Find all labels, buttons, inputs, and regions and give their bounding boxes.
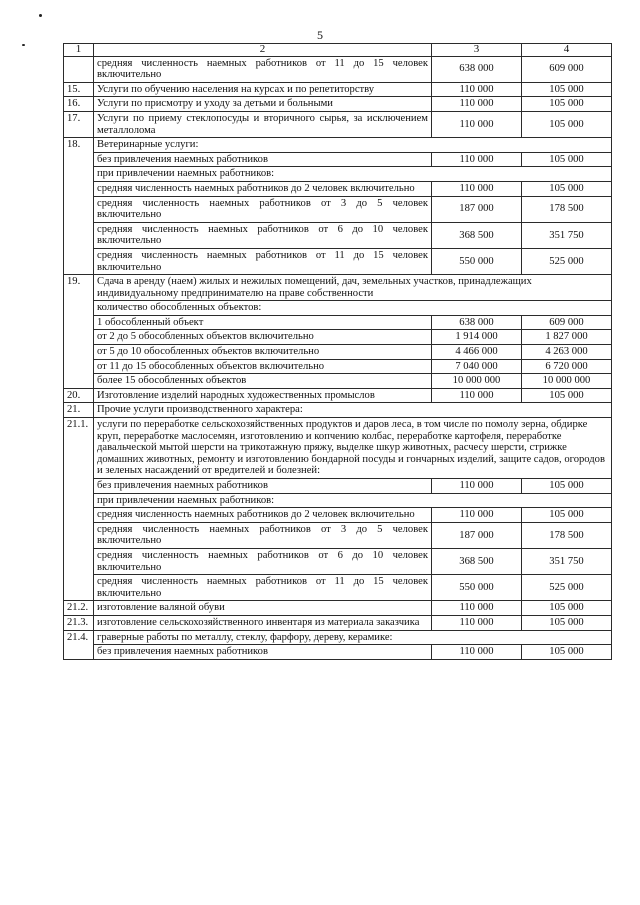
row-number [64, 56, 94, 82]
table-row [64, 181, 612, 196]
page-number: 5 [317, 28, 323, 42]
value-col4: 178 500 [522, 196, 612, 222]
value-col4: 351 750 [522, 222, 612, 248]
table-row [64, 248, 612, 274]
value-col4: 4 263 000 [522, 345, 612, 360]
value-col4: 178 500 [522, 522, 612, 548]
value-col3: 110 000 [432, 388, 522, 403]
value-col4: 525 000 [522, 575, 612, 601]
value-col3: 110 000 [432, 97, 522, 112]
row-description: изготовление валяной обуви [94, 601, 432, 616]
row-description: от 5 до 10 обособленных объектов включительно [94, 345, 432, 360]
value-col3: 7 040 000 [432, 359, 522, 374]
value-col4: 105 000 [522, 508, 612, 523]
row-description: от 2 до 5 обособленных объектов включительно [94, 330, 432, 345]
value-col3: 368 500 [432, 222, 522, 248]
value-col4: 105 000 [522, 82, 612, 97]
table-row [64, 493, 612, 508]
column-header: 3 [432, 44, 522, 57]
tariff-table [63, 43, 612, 660]
row-number: 19. [64, 275, 94, 389]
table-row [64, 222, 612, 248]
table-row [64, 418, 612, 479]
section-heading: при привлечении наемных работников: [94, 493, 612, 508]
table-row [64, 548, 612, 574]
row-number: 20. [64, 388, 94, 403]
value-col3: 110 000 [432, 479, 522, 494]
value-col3: 110 000 [432, 82, 522, 97]
row-description: более 15 обособленных объектов [94, 374, 432, 389]
table-row [64, 82, 612, 97]
row-description: средняя численность наемных работников от 11 до 15 человек включительно [94, 56, 432, 82]
section-heading: Ветеринарные услуги: [94, 138, 612, 153]
scan-speck [22, 44, 25, 46]
section-heading: при привлечении наемных работников: [94, 167, 612, 182]
row-description: изготовление сельскохозяйственного инвентаря из материала заказчика [94, 615, 432, 630]
value-col3: 1 914 000 [432, 330, 522, 345]
row-description: 1 обособленный объект [94, 315, 432, 330]
value-col4: 105 000 [522, 111, 612, 137]
column-header: 4 [522, 44, 612, 57]
value-col4: 351 750 [522, 548, 612, 574]
table-row [64, 403, 612, 418]
value-col4: 10 000 000 [522, 374, 612, 389]
header-row [64, 44, 612, 57]
table-row [64, 167, 612, 182]
value-col4: 105 000 [522, 479, 612, 494]
row-description: Услуги по приему стеклопосуды и вторичного сырья, за исключением металлолома [94, 111, 432, 137]
value-col3: 4 466 000 [432, 345, 522, 360]
table-row [64, 645, 612, 660]
value-col3: 187 000 [432, 522, 522, 548]
table-row [64, 508, 612, 523]
column-header: 1 [64, 44, 94, 57]
value-col3: 10 000 000 [432, 374, 522, 389]
table-row [64, 359, 612, 374]
row-number: 21.3. [64, 615, 94, 630]
value-col3: 550 000 [432, 575, 522, 601]
value-col4: 609 000 [522, 315, 612, 330]
value-col4: 105 000 [522, 601, 612, 616]
table-row [64, 196, 612, 222]
table-row [64, 345, 612, 360]
table-row [64, 56, 612, 82]
row-description: средняя численность наемных работников от 11 до 15 человек включительно [94, 248, 432, 274]
value-col4: 1 827 000 [522, 330, 612, 345]
value-col3: 368 500 [432, 548, 522, 574]
section-heading: услуги по переработке сельскохозяйственных продуктов и даров леса, в том числе по помолу зерна, обдирке круп, переработке маслосемян, изготовлению и копчению колбас, переработке картофеля, переработке давальческой мытой шерсти на трикотажную пряжу, выделке шкур животных, расчесу шерсти, стрижке домашних животных, ремонту и изготовлению бондарной посуды и гончарных изделий, защите садов, огородов и зеленых насаждений от вредителей и болезней: [94, 418, 612, 479]
section-heading: Прочие услуги производственного характера: [94, 403, 612, 418]
section-heading: количество обособленных объектов: [94, 301, 612, 316]
value-col4: 105 000 [522, 615, 612, 630]
table-row [64, 575, 612, 601]
table-row [64, 374, 612, 389]
value-col3: 110 000 [432, 181, 522, 196]
section-heading: граверные работы по металлу, стеклу, фарфору, дереву, керамике: [94, 630, 612, 645]
table-row [64, 138, 612, 153]
value-col4: 105 000 [522, 645, 612, 660]
row-number: 17. [64, 111, 94, 137]
row-number: 15. [64, 82, 94, 97]
value-col4: 105 000 [522, 97, 612, 112]
value-col3: 638 000 [432, 56, 522, 82]
row-number: 18. [64, 138, 94, 275]
table-row [64, 315, 612, 330]
value-col4: 105 000 [522, 388, 612, 403]
value-col4: 6 720 000 [522, 359, 612, 374]
row-description: средняя численность наемных работников от 6 до 10 человек включительно [94, 548, 432, 574]
value-col3: 187 000 [432, 196, 522, 222]
row-description: средняя численность наемных работников от 3 до 5 человек включительно [94, 196, 432, 222]
table-row [64, 479, 612, 494]
row-description: средняя численность наемных работников от 3 до 5 человек включительно [94, 522, 432, 548]
row-number: 16. [64, 97, 94, 112]
value-col3: 110 000 [432, 601, 522, 616]
table-row [64, 152, 612, 167]
row-description: Услуги по присмотру и уходу за детьми и больными [94, 97, 432, 112]
row-description: без привлечения наемных работников [94, 479, 432, 494]
row-description: Услуги по обучению населения на курсах и по репетиторству [94, 82, 432, 97]
row-number: 21.4. [64, 630, 94, 659]
row-description: от 11 до 15 обособленных объектов включительно [94, 359, 432, 374]
row-description: средняя численность наемных работников до 2 человек включительно [94, 181, 432, 196]
column-header: 2 [94, 44, 432, 57]
table-row [64, 330, 612, 345]
value-col3: 110 000 [432, 645, 522, 660]
scan-speck [39, 14, 42, 17]
section-heading: Сдача в аренду (наем) жилых и нежилых помещений, дач, земельных участков, принадлежащих индивидуальному предпринимателю на праве собственности [94, 275, 612, 301]
table-row [64, 275, 612, 301]
table-row [64, 615, 612, 630]
value-col3: 638 000 [432, 315, 522, 330]
row-number: 21. [64, 403, 94, 418]
row-description: без привлечения наемных работников [94, 645, 432, 660]
table-row [64, 630, 612, 645]
table-row [64, 388, 612, 403]
value-col3: 550 000 [432, 248, 522, 274]
value-col4: 609 000 [522, 56, 612, 82]
table-row [64, 111, 612, 137]
value-col3: 110 000 [432, 508, 522, 523]
row-description: средняя численность наемных работников от 6 до 10 человек включительно [94, 222, 432, 248]
value-col4: 525 000 [522, 248, 612, 274]
table-row [64, 522, 612, 548]
value-col3: 110 000 [432, 111, 522, 137]
row-description: средняя численность наемных работников до 2 человек включительно [94, 508, 432, 523]
row-description: Изготовление изделий народных художественных промыслов [94, 388, 432, 403]
row-description: без привлечения наемных работников [94, 152, 432, 167]
value-col4: 105 000 [522, 181, 612, 196]
table-row [64, 301, 612, 316]
value-col3: 110 000 [432, 615, 522, 630]
value-col3: 110 000 [432, 152, 522, 167]
row-number: 21.2. [64, 601, 94, 616]
table-body [64, 56, 612, 659]
row-number: 21.1. [64, 418, 94, 601]
table-row [64, 601, 612, 616]
row-description: средняя численность наемных работников от 11 до 15 человек включительно [94, 575, 432, 601]
value-col4: 105 000 [522, 152, 612, 167]
table-row [64, 97, 612, 112]
